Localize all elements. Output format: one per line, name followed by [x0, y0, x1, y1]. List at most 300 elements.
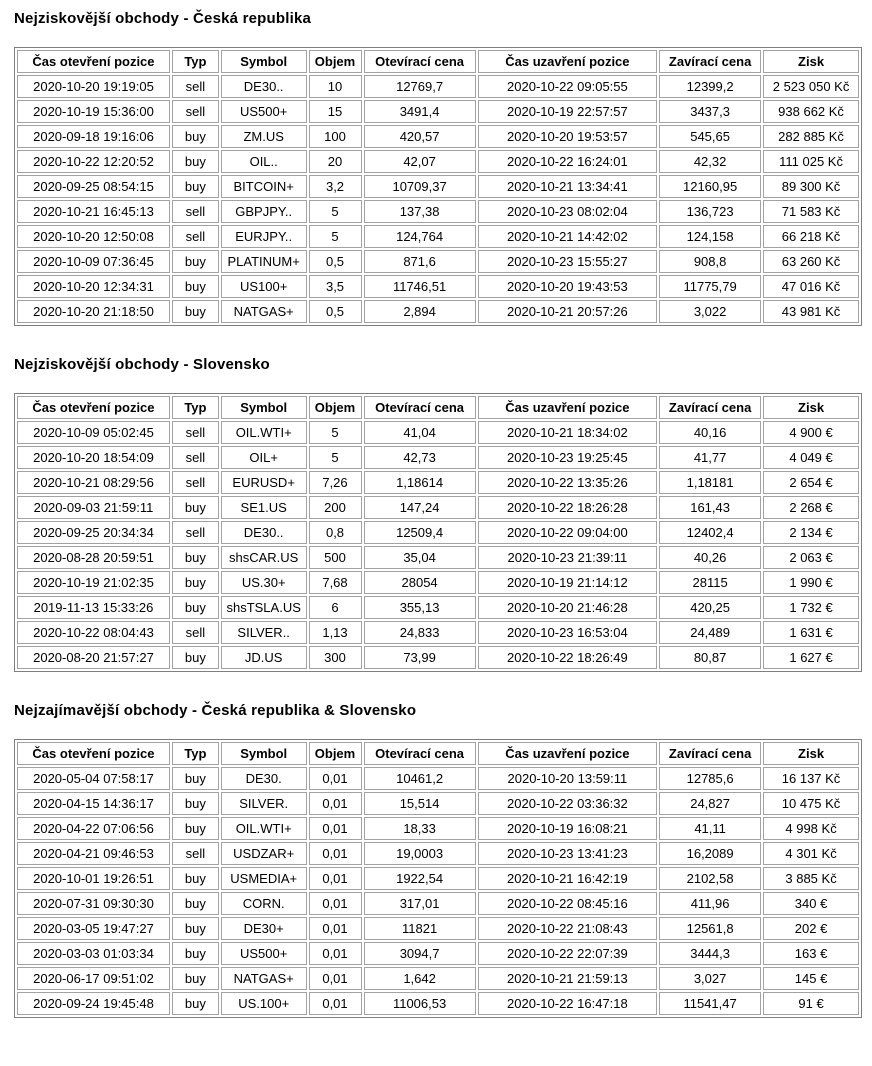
table-cell: 411,96 — [659, 892, 761, 915]
table-cell: DE30.. — [221, 521, 307, 544]
table-cell: 5 — [309, 446, 362, 469]
table-header-cell: Symbol — [221, 396, 307, 419]
table-header-cell: Čas otevření pozice — [17, 50, 170, 73]
table-cell: SE1.US — [221, 496, 307, 519]
table-cell: 2020-10-22 09:04:00 — [478, 521, 657, 544]
table-cell: 89 300 Kč — [763, 175, 859, 198]
table-cell: 2020-10-22 03:36:32 — [478, 792, 657, 815]
table-cell: 908,8 — [659, 250, 761, 273]
table-cell: 2020-10-19 22:57:57 — [478, 100, 657, 123]
table-cell: 11775,79 — [659, 275, 761, 298]
table-cell: 16,2089 — [659, 842, 761, 865]
table-cell: 43 981 Kč — [763, 300, 859, 323]
table-cell: 136,723 — [659, 200, 761, 223]
table-cell: 163 € — [763, 942, 859, 965]
table-cell: buy — [172, 175, 219, 198]
table-cell: 2020-10-19 16:08:21 — [478, 817, 657, 840]
table-row — [17, 471, 859, 494]
table-cell: 40,16 — [659, 421, 761, 444]
table-header-cell: Zavírací cena — [659, 50, 761, 73]
table-cell: 2020-06-17 09:51:02 — [17, 967, 170, 990]
table-cell: buy — [172, 646, 219, 669]
table-cell: 2 268 € — [763, 496, 859, 519]
table-row — [17, 646, 859, 669]
table-cell: 5 — [309, 421, 362, 444]
table-cell: 2020-03-05 19:47:27 — [17, 917, 170, 940]
table-cell: 2020-10-22 18:26:28 — [478, 496, 657, 519]
table-cell: 202 € — [763, 917, 859, 940]
table-header-cell: Otevírací cena — [364, 50, 476, 73]
table-cell: EURJPY.. — [221, 225, 307, 248]
table-row — [17, 125, 859, 148]
table-row — [17, 817, 859, 840]
table-cell: 28054 — [364, 571, 476, 594]
table-cell: 0,01 — [309, 817, 362, 840]
table-cell: 3 885 Kč — [763, 867, 859, 890]
table-cell: 2020-10-20 21:18:50 — [17, 300, 170, 323]
section-czech-most-profitable — [14, 10, 864, 326]
table-cell: 2020-07-31 09:30:30 — [17, 892, 170, 915]
table-cell: 4 301 Kč — [763, 842, 859, 865]
table-cell: buy — [172, 275, 219, 298]
table-cell: 2020-10-22 22:07:39 — [478, 942, 657, 965]
table-cell: 41,04 — [364, 421, 476, 444]
table-cell: 24,489 — [659, 621, 761, 644]
table-cell: 2020-10-22 08:45:16 — [478, 892, 657, 915]
table-cell: 340 € — [763, 892, 859, 915]
table-cell: US500+ — [221, 100, 307, 123]
table-cell: 12402,4 — [659, 521, 761, 544]
table-cell: 1,18181 — [659, 471, 761, 494]
table-cell: 3,5 — [309, 275, 362, 298]
table-cell: 16 137 Kč — [763, 767, 859, 790]
table-row — [17, 300, 859, 323]
table-cell: 2020-10-22 12:20:52 — [17, 150, 170, 173]
table-cell: 19,0003 — [364, 842, 476, 865]
table-cell: 3,022 — [659, 300, 761, 323]
table-cell: 2020-10-22 09:05:55 — [478, 75, 657, 98]
table-row — [17, 967, 859, 990]
table-cell: 2020-10-20 21:46:28 — [478, 596, 657, 619]
table-cell: buy — [172, 150, 219, 173]
table-cell: 10461,2 — [364, 767, 476, 790]
table-cell: sell — [172, 200, 219, 223]
table-cell: OIL+ — [221, 446, 307, 469]
table-cell: buy — [172, 767, 219, 790]
table-cell: 1,18614 — [364, 471, 476, 494]
table-cell: SILVER.. — [221, 621, 307, 644]
table-cell: 2020-10-20 12:50:08 — [17, 225, 170, 248]
table-row — [17, 621, 859, 644]
table-cell: BITCOIN+ — [221, 175, 307, 198]
trades-table — [14, 393, 862, 672]
table-header-cell: Čas uzavření pozice — [478, 742, 657, 765]
table-cell: 0,5 — [309, 300, 362, 323]
table-cell: 420,57 — [364, 125, 476, 148]
table-cell: USMEDIA+ — [221, 867, 307, 890]
table-cell: 2020-10-20 18:54:09 — [17, 446, 170, 469]
table-row — [17, 842, 859, 865]
table-row — [17, 892, 859, 915]
table-cell: NATGAS+ — [221, 300, 307, 323]
table-cell: 3491,4 — [364, 100, 476, 123]
table-cell: 2020-09-25 08:54:15 — [17, 175, 170, 198]
table-cell: 15,514 — [364, 792, 476, 815]
table-cell: 2020-08-28 20:59:51 — [17, 546, 170, 569]
table-cell: 161,43 — [659, 496, 761, 519]
table-cell: 500 — [309, 546, 362, 569]
table-cell: 111 025 Kč — [763, 150, 859, 173]
table-cell: 0,01 — [309, 842, 362, 865]
table-cell: 63 260 Kč — [763, 250, 859, 273]
table-cell: 24,833 — [364, 621, 476, 644]
table-cell: 2020-10-21 20:57:26 — [478, 300, 657, 323]
table-cell: 2020-08-20 21:57:27 — [17, 646, 170, 669]
table-cell: 282 885 Kč — [763, 125, 859, 148]
table-cell: 2020-10-22 13:35:26 — [478, 471, 657, 494]
table-header-cell: Typ — [172, 742, 219, 765]
table-header-row — [17, 742, 859, 765]
table-header-cell: Symbol — [221, 742, 307, 765]
table-header-cell: Zavírací cena — [659, 396, 761, 419]
table-cell: 124,158 — [659, 225, 761, 248]
table-row — [17, 521, 859, 544]
table-cell: 73,99 — [364, 646, 476, 669]
table-cell: 3,027 — [659, 967, 761, 990]
table-cell: 2020-09-24 19:45:48 — [17, 992, 170, 1015]
table-cell: 11006,53 — [364, 992, 476, 1015]
table-cell: 10 475 Kč — [763, 792, 859, 815]
table-cell: 145 € — [763, 967, 859, 990]
table-cell: buy — [172, 867, 219, 890]
table-row — [17, 150, 859, 173]
table-cell: 0,8 — [309, 521, 362, 544]
table-cell: US.100+ — [221, 992, 307, 1015]
table-cell: 100 — [309, 125, 362, 148]
table-cell: 1 990 € — [763, 571, 859, 594]
table-cell: 0,01 — [309, 792, 362, 815]
table-cell: 28115 — [659, 571, 761, 594]
table-cell: 2,894 — [364, 300, 476, 323]
table-cell: 42,07 — [364, 150, 476, 173]
table-cell: 5 — [309, 200, 362, 223]
table-cell: 7,26 — [309, 471, 362, 494]
table-cell: 355,13 — [364, 596, 476, 619]
table-cell: buy — [172, 571, 219, 594]
table-cell: 2019-11-13 15:33:26 — [17, 596, 170, 619]
table-cell: 2020-10-20 19:43:53 — [478, 275, 657, 298]
table-cell: US100+ — [221, 275, 307, 298]
table-cell: 2020-03-03 01:03:34 — [17, 942, 170, 965]
table-cell: buy — [172, 250, 219, 273]
table-cell: 2020-10-22 18:26:49 — [478, 646, 657, 669]
table-cell: 42,32 — [659, 150, 761, 173]
table-cell: 12160,95 — [659, 175, 761, 198]
table-cell: 2 523 050 Kč — [763, 75, 859, 98]
table-cell: 20 — [309, 150, 362, 173]
table-header-cell: Čas otevření pozice — [17, 742, 170, 765]
table-cell: 2020-10-20 19:53:57 — [478, 125, 657, 148]
table-row — [17, 596, 859, 619]
table-cell: 42,73 — [364, 446, 476, 469]
table-cell: sell — [172, 471, 219, 494]
table-cell: DE30. — [221, 767, 307, 790]
table-cell: US.30+ — [221, 571, 307, 594]
table-header-cell: Typ — [172, 50, 219, 73]
table-cell: 0,01 — [309, 892, 362, 915]
table-row — [17, 250, 859, 273]
table-row — [17, 446, 859, 469]
table-header-row — [17, 396, 859, 419]
table-cell: buy — [172, 125, 219, 148]
table-cell: 66 218 Kč — [763, 225, 859, 248]
table-cell: 41,11 — [659, 817, 761, 840]
table-cell: GBPJPY.. — [221, 200, 307, 223]
table-cell: 12561,8 — [659, 917, 761, 940]
table-cell: 420,25 — [659, 596, 761, 619]
table-header-cell: Objem — [309, 742, 362, 765]
table-cell: 18,33 — [364, 817, 476, 840]
table-cell: buy — [172, 792, 219, 815]
table-cell: 0,01 — [309, 917, 362, 940]
table-cell: 0,01 — [309, 967, 362, 990]
table-cell: 0,01 — [309, 992, 362, 1015]
table-cell: 2020-10-01 19:26:51 — [17, 867, 170, 890]
table-cell: 137,38 — [364, 200, 476, 223]
table-cell: 12509,4 — [364, 521, 476, 544]
table-cell: 2020-10-23 13:41:23 — [478, 842, 657, 865]
table-cell: NATGAS+ — [221, 967, 307, 990]
table-header-cell: Zavírací cena — [659, 742, 761, 765]
table-cell: 1 627 € — [763, 646, 859, 669]
table-cell: 0,5 — [309, 250, 362, 273]
table-cell: buy — [172, 300, 219, 323]
table-cell: 2020-10-21 14:42:02 — [478, 225, 657, 248]
table-cell: 11541,47 — [659, 992, 761, 1015]
table-cell: 40,26 — [659, 546, 761, 569]
table-cell: 2020-10-19 15:36:00 — [17, 100, 170, 123]
table-row — [17, 571, 859, 594]
table-cell: 2020-10-21 13:34:41 — [478, 175, 657, 198]
table-cell: 24,827 — [659, 792, 761, 815]
table-row — [17, 917, 859, 940]
table-header-row — [17, 50, 859, 73]
table-cell: 2020-09-18 19:16:06 — [17, 125, 170, 148]
table-cell: 2020-10-22 08:04:43 — [17, 621, 170, 644]
table-cell: 4 900 € — [763, 421, 859, 444]
table-cell: buy — [172, 967, 219, 990]
table-cell: 35,04 — [364, 546, 476, 569]
table-cell: 2 063 € — [763, 546, 859, 569]
table-row — [17, 792, 859, 815]
table-cell: 2020-04-22 07:06:56 — [17, 817, 170, 840]
table-cell: 2102,58 — [659, 867, 761, 890]
table-cell: 2020-10-21 18:34:02 — [478, 421, 657, 444]
table-cell: 2020-09-03 21:59:11 — [17, 496, 170, 519]
trades-table — [14, 739, 862, 1018]
table-cell: 2020-05-04 07:58:17 — [17, 767, 170, 790]
table-cell: JD.US — [221, 646, 307, 669]
table-cell: 2020-10-23 16:53:04 — [478, 621, 657, 644]
table-cell: 1 631 € — [763, 621, 859, 644]
table-cell: 11746,51 — [364, 275, 476, 298]
table-cell: sell — [172, 621, 219, 644]
table-cell: 3437,3 — [659, 100, 761, 123]
table-cell: US500+ — [221, 942, 307, 965]
table-header-cell: Symbol — [221, 50, 307, 73]
table-cell: 2020-04-21 09:46:53 — [17, 842, 170, 865]
table-row — [17, 225, 859, 248]
table-cell: sell — [172, 446, 219, 469]
table-cell: OIL.. — [221, 150, 307, 173]
table-cell: 6 — [309, 596, 362, 619]
table-cell: EURUSD+ — [221, 471, 307, 494]
table-cell: buy — [172, 596, 219, 619]
table-header-cell: Typ — [172, 396, 219, 419]
table-row — [17, 992, 859, 1015]
table-header-cell: Objem — [309, 396, 362, 419]
table-cell: 2020-10-19 21:02:35 — [17, 571, 170, 594]
table-cell: CORN. — [221, 892, 307, 915]
table-cell: 1 732 € — [763, 596, 859, 619]
table-row — [17, 75, 859, 98]
table-cell: buy — [172, 496, 219, 519]
section-title: Nejziskovější obchody - Česká republika — [14, 10, 312, 27]
table-cell: 2020-10-23 15:55:27 — [478, 250, 657, 273]
trades-table — [14, 47, 862, 326]
table-cell: 2020-04-15 14:36:17 — [17, 792, 170, 815]
table-cell: buy — [172, 942, 219, 965]
table-cell: PLATINUM+ — [221, 250, 307, 273]
table-cell: 2020-10-20 19:19:05 — [17, 75, 170, 98]
table-cell: sell — [172, 521, 219, 544]
table-cell: shsTSLA.US — [221, 596, 307, 619]
table-cell: 2020-10-21 08:29:56 — [17, 471, 170, 494]
table-cell: 2020-10-21 16:42:19 — [478, 867, 657, 890]
table-header-cell: Zisk — [763, 742, 859, 765]
table-header-cell: Zisk — [763, 50, 859, 73]
table-cell: buy — [172, 892, 219, 915]
table-cell: 1,642 — [364, 967, 476, 990]
table-cell: 47 016 Kč — [763, 275, 859, 298]
table-cell: 1922,54 — [364, 867, 476, 890]
table-cell: 0,01 — [309, 942, 362, 965]
table-cell: 200 — [309, 496, 362, 519]
table-header-cell: Čas uzavření pozice — [478, 396, 657, 419]
table-cell: sell — [172, 75, 219, 98]
table-cell: 2020-10-20 13:59:11 — [478, 767, 657, 790]
table-cell: 41,77 — [659, 446, 761, 469]
table-cell: sell — [172, 225, 219, 248]
table-cell: shsCAR.US — [221, 546, 307, 569]
table-cell: 12399,2 — [659, 75, 761, 98]
table-header-cell: Čas uzavření pozice — [478, 50, 657, 73]
table-header-cell: Zisk — [763, 396, 859, 419]
table-cell: 3444,3 — [659, 942, 761, 965]
table-cell: DE30.. — [221, 75, 307, 98]
table-cell: 545,65 — [659, 125, 761, 148]
table-cell: 4 049 € — [763, 446, 859, 469]
table-header-cell: Čas otevření pozice — [17, 396, 170, 419]
table-cell: 15 — [309, 100, 362, 123]
table-cell: 4 998 Kč — [763, 817, 859, 840]
table-row — [17, 942, 859, 965]
table-cell: USDZAR+ — [221, 842, 307, 865]
table-row — [17, 421, 859, 444]
table-cell: 1,13 — [309, 621, 362, 644]
table-cell: 0,01 — [309, 767, 362, 790]
table-header-cell: Objem — [309, 50, 362, 73]
table-cell: 2 134 € — [763, 521, 859, 544]
table-cell: 2020-10-19 21:14:12 — [478, 571, 657, 594]
table-row — [17, 175, 859, 198]
table-cell: 3094,7 — [364, 942, 476, 965]
table-cell: 80,87 — [659, 646, 761, 669]
section-slovakia-most-profitable — [14, 356, 864, 672]
table-cell: 11821 — [364, 917, 476, 940]
table-cell: 12785,6 — [659, 767, 761, 790]
table-cell: 300 — [309, 646, 362, 669]
table-cell: 0,01 — [309, 867, 362, 890]
table-cell: 2020-09-25 20:34:34 — [17, 521, 170, 544]
section-title: Nejzajímavější obchody - Česká republika & Slovensko — [14, 702, 417, 719]
table-cell: 2020-10-09 07:36:45 — [17, 250, 170, 273]
table-header-cell: Otevírací cena — [364, 396, 476, 419]
table-row — [17, 767, 859, 790]
table-cell: ZM.US — [221, 125, 307, 148]
table-cell: OIL.WTI+ — [221, 421, 307, 444]
table-cell: sell — [172, 421, 219, 444]
table-cell: 2020-10-22 16:24:01 — [478, 150, 657, 173]
table-cell: 2020-10-23 19:25:45 — [478, 446, 657, 469]
section-title: Nejziskovější obchody - Slovensko — [14, 356, 270, 373]
table-cell: OIL.WTI+ — [221, 817, 307, 840]
table-cell: 124,764 — [364, 225, 476, 248]
table-cell: 2020-10-23 08:02:04 — [478, 200, 657, 223]
table-cell: buy — [172, 917, 219, 940]
table-cell: 2020-10-09 05:02:45 — [17, 421, 170, 444]
table-cell: SILVER. — [221, 792, 307, 815]
table-row — [17, 867, 859, 890]
table-cell: buy — [172, 817, 219, 840]
table-cell: DE30+ — [221, 917, 307, 940]
table-cell: buy — [172, 992, 219, 1015]
table-cell: 7,68 — [309, 571, 362, 594]
table-cell: sell — [172, 842, 219, 865]
table-cell: 2020-10-21 16:45:13 — [17, 200, 170, 223]
table-cell: 12769,7 — [364, 75, 476, 98]
table-row — [17, 275, 859, 298]
table-cell: 2020-10-21 21:59:13 — [478, 967, 657, 990]
table-cell: 2020-10-23 21:39:11 — [478, 546, 657, 569]
table-cell: 938 662 Kč — [763, 100, 859, 123]
table-cell: 147,24 — [364, 496, 476, 519]
table-cell: 317,01 — [364, 892, 476, 915]
table-cell: 2020-10-22 16:47:18 — [478, 992, 657, 1015]
table-cell: 91 € — [763, 992, 859, 1015]
table-row — [17, 546, 859, 569]
table-cell: 3,2 — [309, 175, 362, 198]
table-cell: 10 — [309, 75, 362, 98]
table-cell: 71 583 Kč — [763, 200, 859, 223]
table-cell: 10709,37 — [364, 175, 476, 198]
section-most-interesting — [14, 702, 864, 1018]
table-cell: sell — [172, 100, 219, 123]
table-cell: 5 — [309, 225, 362, 248]
table-cell: buy — [172, 546, 219, 569]
table-cell: 2020-10-22 21:08:43 — [478, 917, 657, 940]
table-row — [17, 100, 859, 123]
